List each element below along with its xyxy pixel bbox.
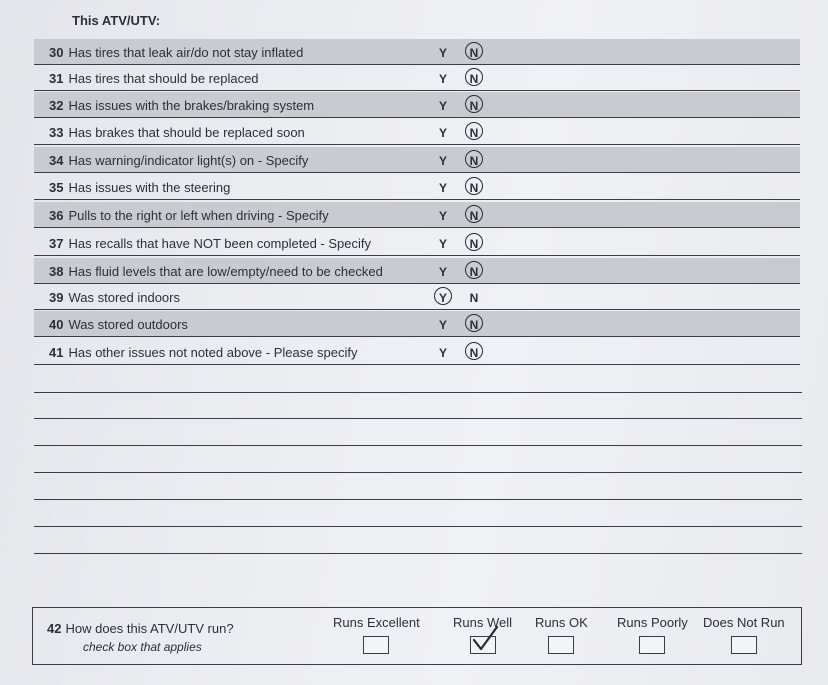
option-runs-ok [535, 615, 588, 654]
option-does-not-run [703, 615, 785, 654]
no-option[interactable]: N [469, 46, 479, 60]
question-text: Was stored outdoors [68, 317, 188, 332]
question-number: 33 [49, 125, 64, 140]
question-number: 40 [49, 317, 64, 332]
question-row-39 [34, 284, 800, 310]
blank-writing-line[interactable] [34, 526, 802, 527]
circled-answer-mark [465, 342, 483, 360]
circled-answer-mark [465, 150, 483, 168]
blank-writing-line[interactable] [34, 472, 802, 473]
question-row-35 [34, 174, 800, 200]
option-label: Runs Excellent [333, 615, 420, 630]
option-runs-well [453, 615, 512, 654]
question-text: How does this ATV/UTV run? [65, 621, 234, 636]
blank-writing-line[interactable] [34, 392, 802, 393]
question-text: Has issues with the brakes/braking system [68, 98, 315, 113]
circled-answer-mark [465, 122, 483, 140]
question-number: 37 [49, 236, 64, 251]
question-text: Was stored indoors [68, 290, 180, 305]
question-number: 32 [49, 98, 64, 113]
question-text: Pulls to the right or left when driving - Specify [68, 208, 329, 223]
question-number: 31 [49, 71, 64, 86]
no-option[interactable]: N [469, 154, 479, 168]
question-row-31 [34, 65, 800, 91]
no-option[interactable]: N [469, 209, 479, 223]
question-number: 42 [47, 621, 62, 636]
question-row-34 [34, 147, 800, 173]
circled-answer-mark [465, 95, 483, 113]
circled-answer-mark [434, 287, 452, 305]
question-number: 30 [49, 45, 64, 60]
question-number: 36 [49, 208, 64, 223]
question-row-30 [34, 39, 800, 65]
blank-writing-line[interactable] [34, 445, 802, 446]
yes-option[interactable]: Y [438, 346, 447, 360]
question-text: Has other issues not noted above - Please specify [68, 345, 358, 360]
circled-answer-mark [465, 177, 483, 195]
checkbox-runs-well[interactable] [470, 636, 496, 654]
question-number: 35 [49, 180, 64, 195]
checkbox-runs-ok[interactable] [548, 636, 574, 654]
blank-writing-line[interactable] [34, 499, 802, 500]
yes-option[interactable]: Y [438, 46, 447, 60]
question-number: 41 [49, 345, 64, 360]
checkbox-runs-poorly[interactable] [639, 636, 665, 654]
yes-option[interactable]: Y [438, 72, 447, 86]
question-text: Has tires that should be replaced [68, 71, 259, 86]
circled-answer-mark [465, 261, 483, 279]
question-text: Has issues with the steering [68, 180, 231, 195]
checkbox-does-not-run[interactable] [731, 636, 757, 654]
question-text: Has tires that leak air/do not stay inflated [68, 45, 304, 60]
blank-writing-line[interactable] [34, 553, 802, 554]
yes-option[interactable]: Y [438, 291, 447, 305]
no-option[interactable]: N [469, 237, 479, 251]
yes-option[interactable]: Y [438, 181, 447, 195]
option-runs-excellent [333, 615, 420, 654]
question-text: Has warning/indicator light(s) on - Specify [68, 153, 309, 168]
no-option[interactable]: N [469, 99, 479, 113]
question-text: Has brakes that should be replaced soon [68, 125, 305, 140]
no-option[interactable]: N [469, 126, 479, 140]
question-row-38 [34, 258, 800, 284]
option-label: Does Not Run [703, 615, 785, 630]
question-row-33 [34, 119, 800, 145]
section-title: This ATV/UTV: [72, 13, 161, 28]
question-text: Has fluid levels that are low/empty/need to be checked [68, 264, 383, 279]
circled-answer-mark [465, 42, 483, 60]
no-option[interactable]: N [469, 291, 479, 305]
question-row-40 [34, 311, 800, 337]
option-label: Runs Poorly [617, 615, 688, 630]
checkmark-icon [469, 625, 499, 655]
circled-answer-mark [465, 205, 483, 223]
option-label: Runs OK [535, 615, 588, 630]
no-option[interactable]: N [469, 72, 479, 86]
no-option[interactable]: N [469, 318, 479, 332]
question-row-32 [34, 92, 800, 118]
question-number: 38 [49, 264, 64, 279]
no-option[interactable]: N [469, 265, 479, 279]
question-text: Has recalls that have NOT been completed - Specify [68, 236, 371, 251]
question-number: 39 [49, 290, 64, 305]
run-condition-box [32, 607, 802, 665]
question-row-36 [34, 202, 800, 228]
checkbox-runs-excellent[interactable] [363, 636, 389, 654]
yes-option[interactable]: Y [438, 318, 447, 332]
yes-option[interactable]: Y [438, 99, 447, 113]
circled-answer-mark [465, 233, 483, 251]
yes-option[interactable]: Y [438, 209, 447, 223]
option-label: Runs Well [453, 615, 513, 630]
yes-option[interactable]: Y [438, 154, 447, 168]
question-number: 34 [49, 153, 64, 168]
yes-option[interactable]: Y [438, 265, 447, 279]
instruction-hint: check box that applies [83, 640, 202, 654]
blank-writing-line[interactable] [34, 418, 802, 419]
no-option[interactable]: N [469, 181, 479, 195]
circled-answer-mark [465, 314, 483, 332]
option-runs-poorly [617, 615, 688, 654]
yes-option[interactable]: Y [438, 237, 447, 251]
no-option[interactable]: N [469, 346, 479, 360]
yes-option[interactable]: Y [438, 126, 447, 140]
circled-answer-mark [465, 68, 483, 86]
question-row-37 [34, 230, 800, 256]
question-row-41 [34, 339, 800, 365]
